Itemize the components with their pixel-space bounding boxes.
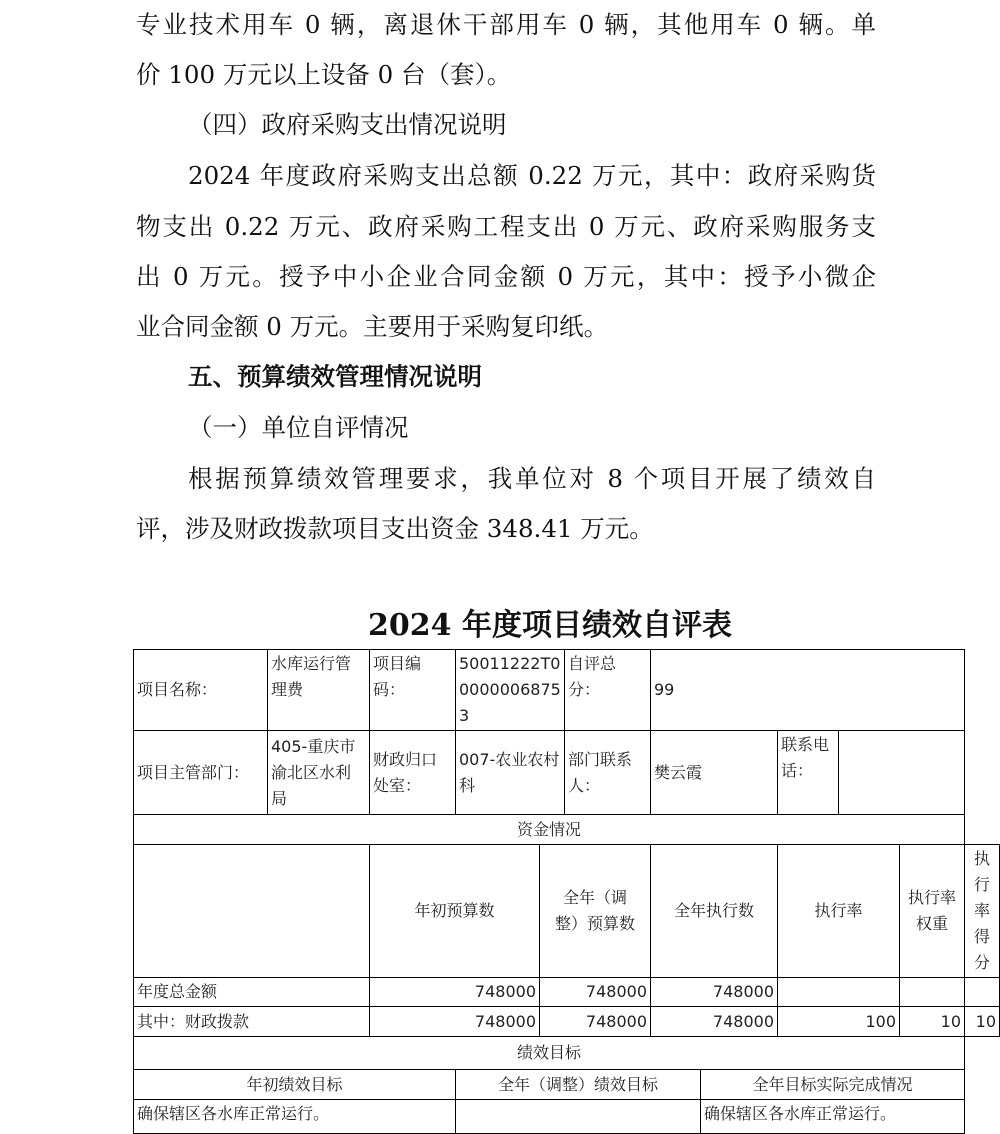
row-fiscal-adjusted: 748000 bbox=[540, 1007, 651, 1037]
contact-value: 樊云霞 bbox=[651, 731, 778, 815]
funds-header: 资金情况 bbox=[134, 815, 965, 845]
dept-value: 405-重庆市渝北区水利局 bbox=[268, 731, 370, 815]
paragraph-vehicles-line1: 专业技术用车 0 辆，离退休干部用车 0 辆，其他用车 0 辆。单 bbox=[136, 10, 876, 39]
row-fiscal-score: 10 bbox=[965, 1007, 1000, 1037]
row-total-adjusted: 748000 bbox=[540, 978, 651, 1007]
row-total-weight bbox=[900, 978, 965, 1007]
table-title: 2024 年度项目绩效自评表 bbox=[368, 608, 732, 643]
col-adjusted: 全年（调整）预算数 bbox=[540, 845, 651, 978]
row-total-label: 年度总金额 bbox=[134, 978, 370, 1007]
col-weight: 执行率权重 bbox=[900, 845, 965, 978]
goal-adjusted-text bbox=[456, 1100, 701, 1134]
goal-adjusted-header: 全年（调整）绩效目标 bbox=[456, 1070, 701, 1100]
row-total-initial: 748000 bbox=[370, 978, 540, 1007]
col-rate: 执行率 bbox=[778, 845, 900, 978]
goal-actual-text: 确保辖区各水库正常运行。 bbox=[701, 1100, 965, 1134]
row-total-executed: 748000 bbox=[651, 978, 778, 1007]
table-row bbox=[134, 815, 1000, 845]
heading-procurement: （四）政府采购支出情况说明 bbox=[188, 110, 507, 139]
goal-initial-text: 确保辖区各水库正常运行。 bbox=[134, 1100, 456, 1134]
row-fiscal-rate: 100 bbox=[778, 1007, 900, 1037]
paragraph-procurement-line3: 出 0 万元。授予中小企业合同金额 0 万元，其中：授予小微企 bbox=[136, 262, 876, 291]
paragraph-vehicles-line2: 价 100 万元以上设备 0 台（套）。 bbox=[136, 60, 512, 89]
table-row bbox=[134, 978, 1000, 1007]
row-fiscal-weight: 10 bbox=[900, 1007, 965, 1037]
project-name-label: 项目名称： bbox=[134, 650, 268, 731]
table-row bbox=[134, 731, 1000, 815]
row-fiscal-initial: 748000 bbox=[370, 1007, 540, 1037]
heading-self-eval: （一）单位自评情况 bbox=[188, 413, 409, 442]
goal-actual-header: 全年目标实际完成情况 bbox=[701, 1070, 965, 1100]
goal-initial-header: 年初绩效目标 bbox=[134, 1070, 456, 1100]
table-row bbox=[134, 1100, 1000, 1134]
funds-corner bbox=[134, 845, 370, 978]
row-total-score bbox=[965, 978, 1000, 1007]
performance-table bbox=[133, 649, 1000, 1134]
paragraph-procurement-line2: 物支出 0.22 万元、政府采购工程支出 0 万元、政府采购服务支 bbox=[136, 212, 876, 241]
phone-value bbox=[839, 731, 965, 815]
row-fiscal-label: 其中：财政拨款 bbox=[134, 1007, 370, 1037]
paragraph-procurement-line1: 2024 年度政府采购支出总额 0.22 万元，其中：政府采购货 bbox=[188, 161, 876, 190]
row-fiscal-executed: 748000 bbox=[651, 1007, 778, 1037]
project-code-value: 50011222T000000068753 bbox=[456, 650, 565, 731]
row-total-rate bbox=[778, 978, 900, 1007]
table-row bbox=[134, 1007, 1000, 1037]
col-initial: 年初预算数 bbox=[370, 845, 540, 978]
table-row bbox=[134, 1070, 1000, 1100]
goals-header: 绩效目标 bbox=[134, 1037, 965, 1070]
paragraph-self-eval-line2: 评，涉及财政拨款项目支出资金 348.41 万元。 bbox=[136, 514, 654, 543]
project-name-value: 水库运行管理费 bbox=[268, 650, 370, 731]
paragraph-self-eval-line1: 根据预算绩效管理要求，我单位对 8 个项目开展了绩效自 bbox=[188, 464, 876, 493]
col-score: 执行率得分 bbox=[965, 845, 1000, 978]
paragraph-procurement-line4: 业合同金额 0 万元。主要用于采购复印纸。 bbox=[136, 312, 609, 341]
phone-label: 联系电话： bbox=[778, 731, 839, 815]
table-row bbox=[134, 650, 1000, 731]
finance-office-value: 007-农业农村科 bbox=[456, 731, 565, 815]
self-score-label: 自评总分： bbox=[565, 650, 651, 731]
heading-performance: 五、预算绩效管理情况说明 bbox=[188, 362, 482, 391]
table-row bbox=[134, 1037, 1000, 1070]
contact-label: 部门联系人： bbox=[565, 731, 651, 815]
col-executed: 全年执行数 bbox=[651, 845, 778, 978]
table-row bbox=[134, 845, 1000, 978]
self-score-value: 99 bbox=[651, 650, 965, 731]
finance-office-label: 财政归口处室： bbox=[370, 731, 456, 815]
dept-label: 项目主管部门： bbox=[134, 731, 268, 815]
project-code-label: 项目编码： bbox=[370, 650, 456, 731]
